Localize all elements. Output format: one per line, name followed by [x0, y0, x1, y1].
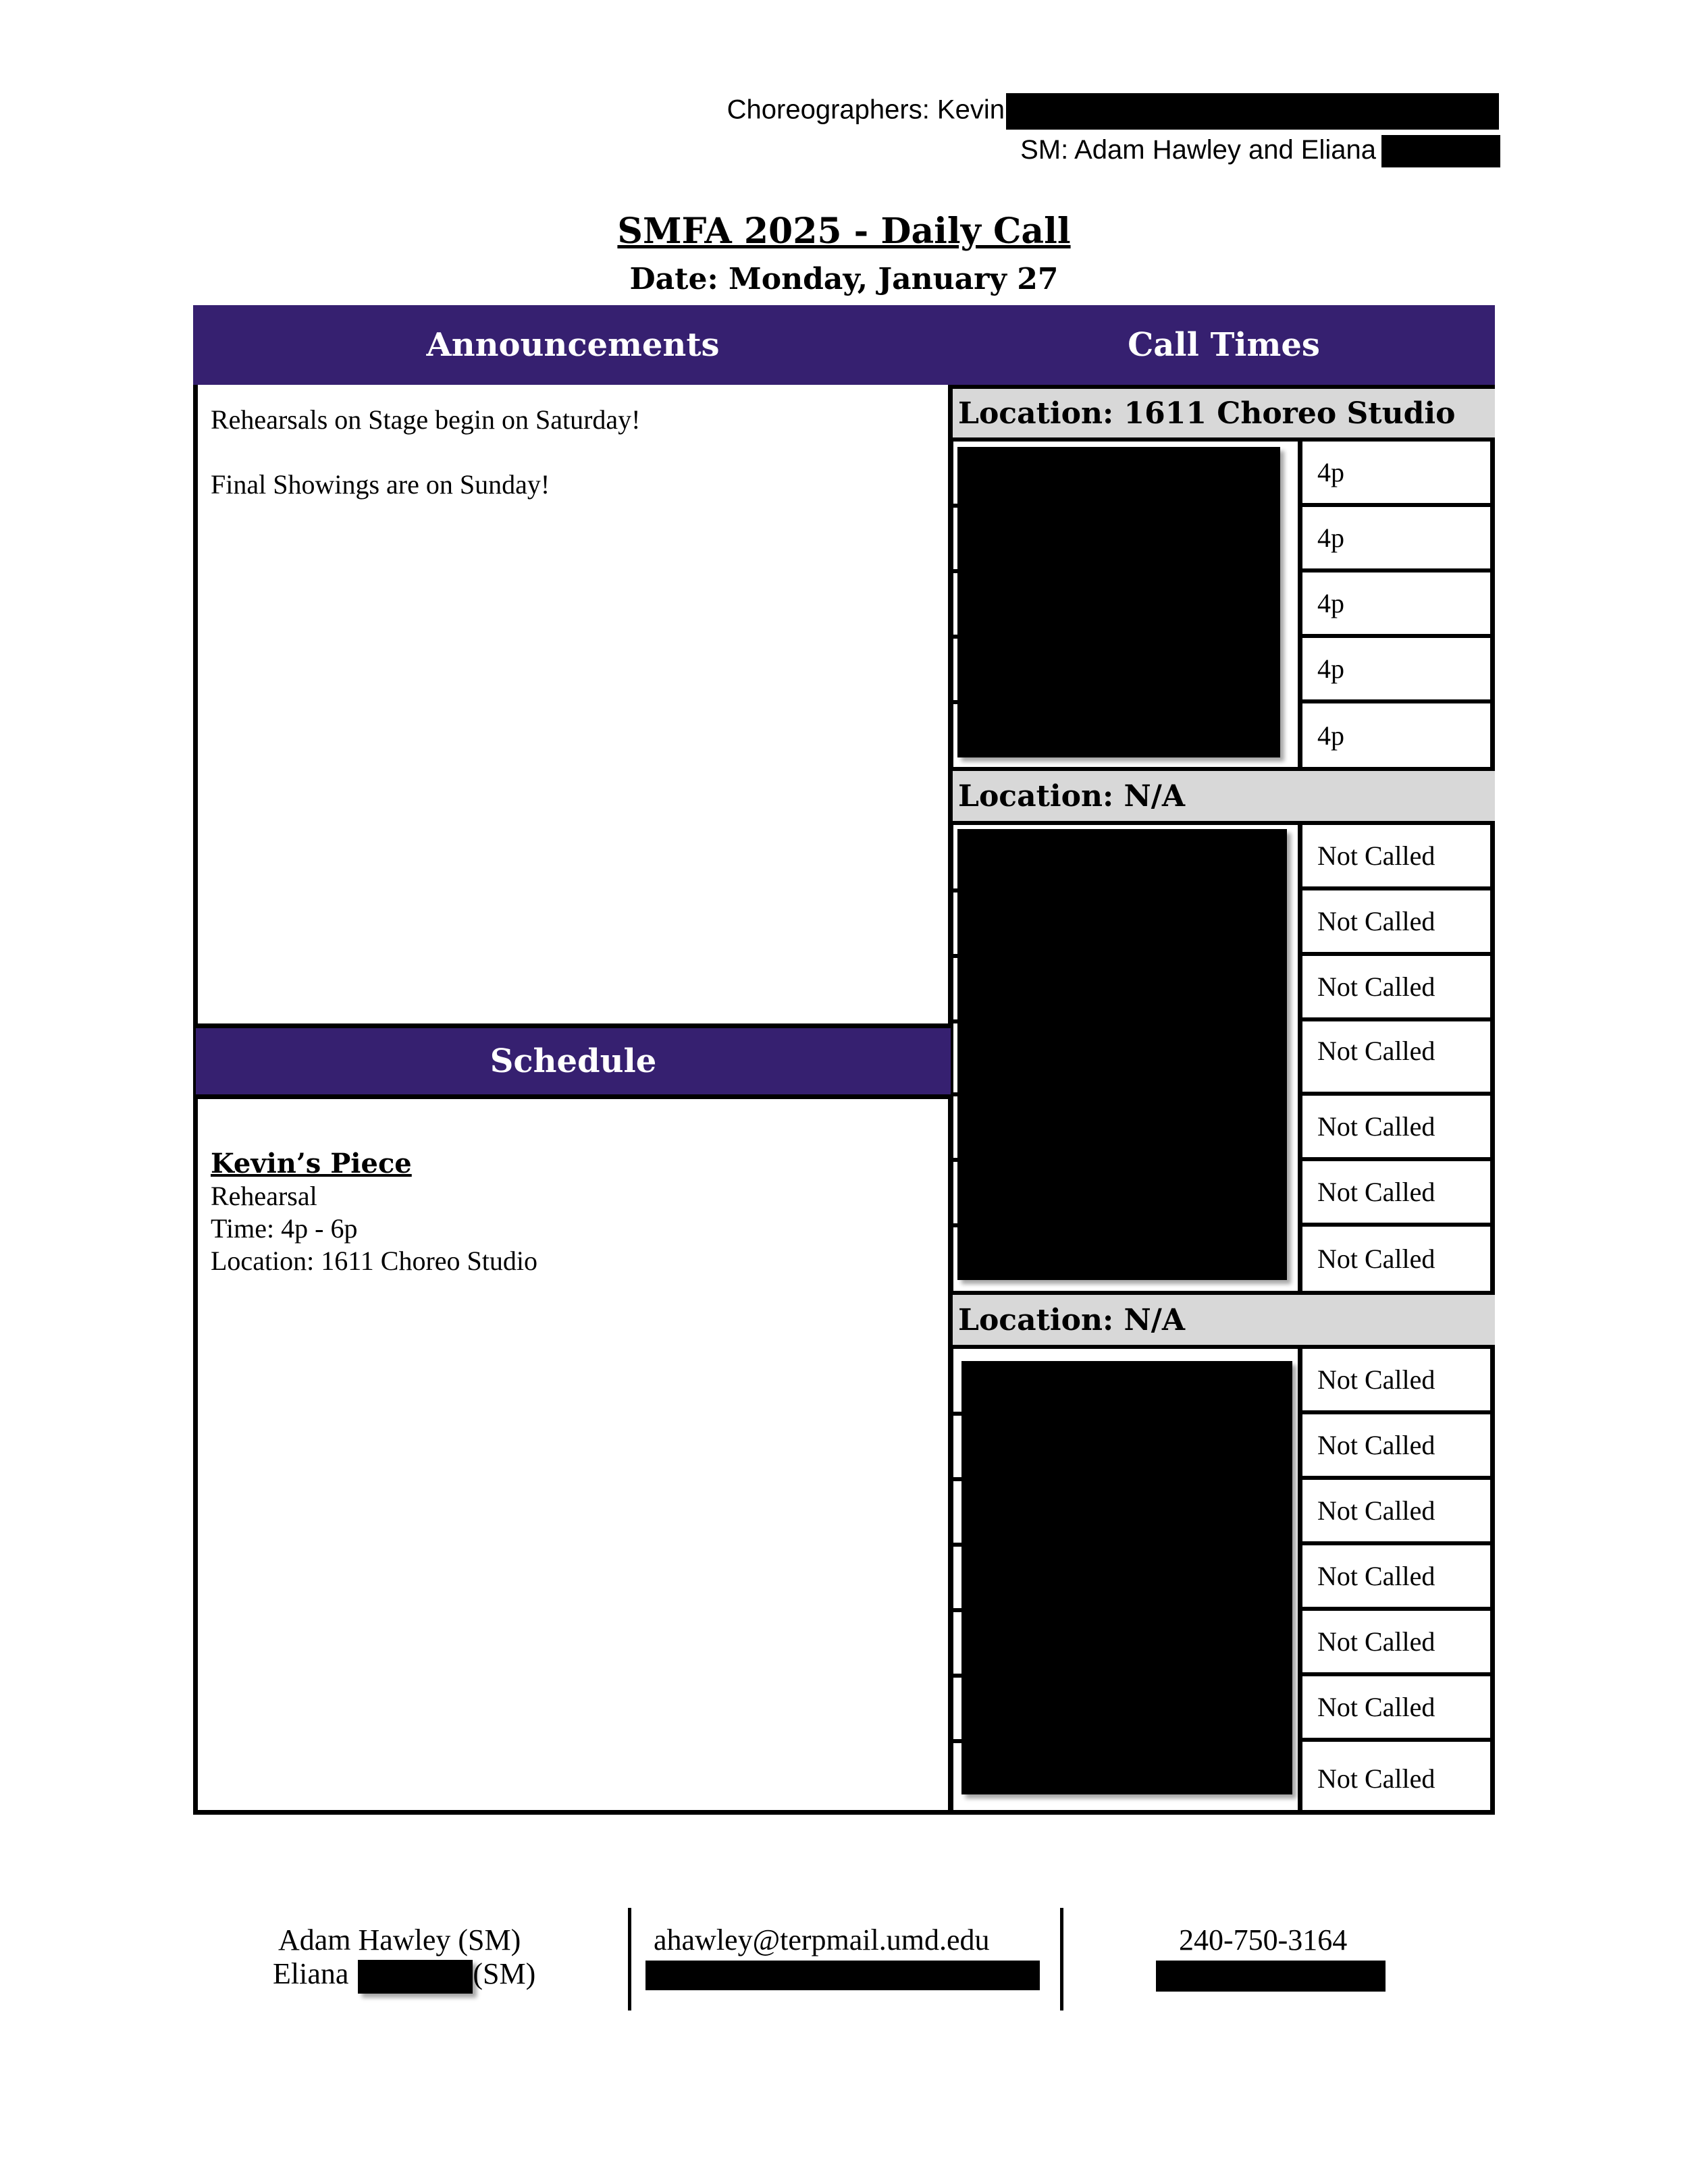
redaction-block [1006, 93, 1499, 130]
choreographers-line [727, 93, 1499, 130]
call-time-cell: Not Called [1302, 1545, 1495, 1611]
location-bar: Location: N/A [953, 1291, 1495, 1349]
row-tick [953, 1019, 962, 1023]
announcements-heading: Announcements [193, 305, 953, 385]
call-time-cell: Not Called [1302, 1161, 1495, 1227]
call-time-cell: Not Called [1302, 1096, 1495, 1161]
row-tick [953, 1477, 962, 1481]
footer-divider [1060, 1908, 1063, 2010]
call-time-cell: Not Called [1317, 1244, 1435, 1274]
call-time-cell: 4p [1302, 442, 1495, 507]
redaction-block [358, 1960, 473, 1994]
sm-label: SM: Adam Hawley and Eliana [1020, 135, 1376, 165]
row-tick [953, 635, 962, 639]
call-time-cell: Not Called [1302, 1480, 1495, 1545]
schedule-line: Rehearsal [211, 1181, 317, 1211]
sm-line [1020, 135, 1500, 167]
row-tick [953, 1674, 962, 1678]
call-time-cell: Not Called [1317, 1763, 1435, 1794]
row-tick [953, 1092, 962, 1096]
footer-divider [628, 1908, 631, 2010]
choreographers-label: Choreographers: Kevin [727, 95, 1005, 125]
call-time-cell: Not Called [1302, 825, 1495, 890]
announcement-item: Rehearsals on Stage begin on Saturday! [211, 404, 641, 435]
redaction-block [1381, 135, 1500, 167]
footer-sm2-suffix: (SM) [473, 1957, 536, 1990]
row-tick [953, 1739, 962, 1743]
call-time-cell: Not Called [1302, 1414, 1495, 1480]
row-tick [953, 954, 962, 958]
call-time-cell: Not Called [1302, 956, 1495, 1021]
row-tick [953, 1543, 962, 1547]
call-time-cell: Not Called [1302, 1676, 1495, 1742]
call-time-cell: Not Called [1302, 1349, 1495, 1414]
row-tick [953, 504, 962, 508]
schedule-piece-title: Kevin’s Piece [211, 1148, 412, 1179]
call-times-heading: Call Times [953, 305, 1495, 385]
row-tick [953, 888, 962, 893]
schedule-heading: Schedule [196, 1023, 951, 1099]
row-tick [953, 700, 962, 704]
call-time-cell: 4p [1302, 638, 1495, 703]
row-tick [953, 1608, 962, 1612]
row-tick [953, 1412, 962, 1416]
call-time-cell: Not Called [1302, 890, 1495, 956]
call-time-cell: 4p [1302, 507, 1495, 572]
call-time-cell: 4p [1317, 720, 1344, 751]
page-title: SMFA 2025 - Daily Call [617, 211, 1071, 252]
announcement-item: Final Showings are on Sunday! [211, 469, 550, 500]
row-tick [953, 569, 962, 573]
call-time-cell: Not Called [1302, 1611, 1495, 1676]
schedule-line: Time: 4p - 6p [211, 1213, 358, 1244]
page-date: Date: Monday, January 27 [629, 262, 1059, 296]
footer-sm2 [273, 1956, 535, 1994]
location-bar: Location: N/A [953, 767, 1495, 825]
redaction-block [961, 1361, 1292, 1794]
row-tick [953, 1223, 962, 1227]
redaction-block [957, 447, 1280, 757]
redaction-block [1156, 1961, 1386, 1992]
redaction-block [957, 829, 1287, 1280]
redaction-block [645, 1961, 1040, 1990]
footer-email: ahawley@terpmail.umd.edu [654, 1923, 990, 1956]
footer-sm1: Adam Hawley (SM) [278, 1923, 521, 1956]
schedule-line: Location: 1611 Choreo Studio [211, 1246, 538, 1276]
location-bar: Location: 1611 Choreo Studio [953, 385, 1495, 442]
call-time-cell: 4p [1302, 572, 1495, 638]
footer-sm2-first: Eliana [273, 1957, 349, 1990]
call-time-cell: Not Called [1302, 1021, 1495, 1096]
row-tick [953, 1158, 962, 1162]
footer-phone: 240-750-3164 [1179, 1923, 1348, 1956]
